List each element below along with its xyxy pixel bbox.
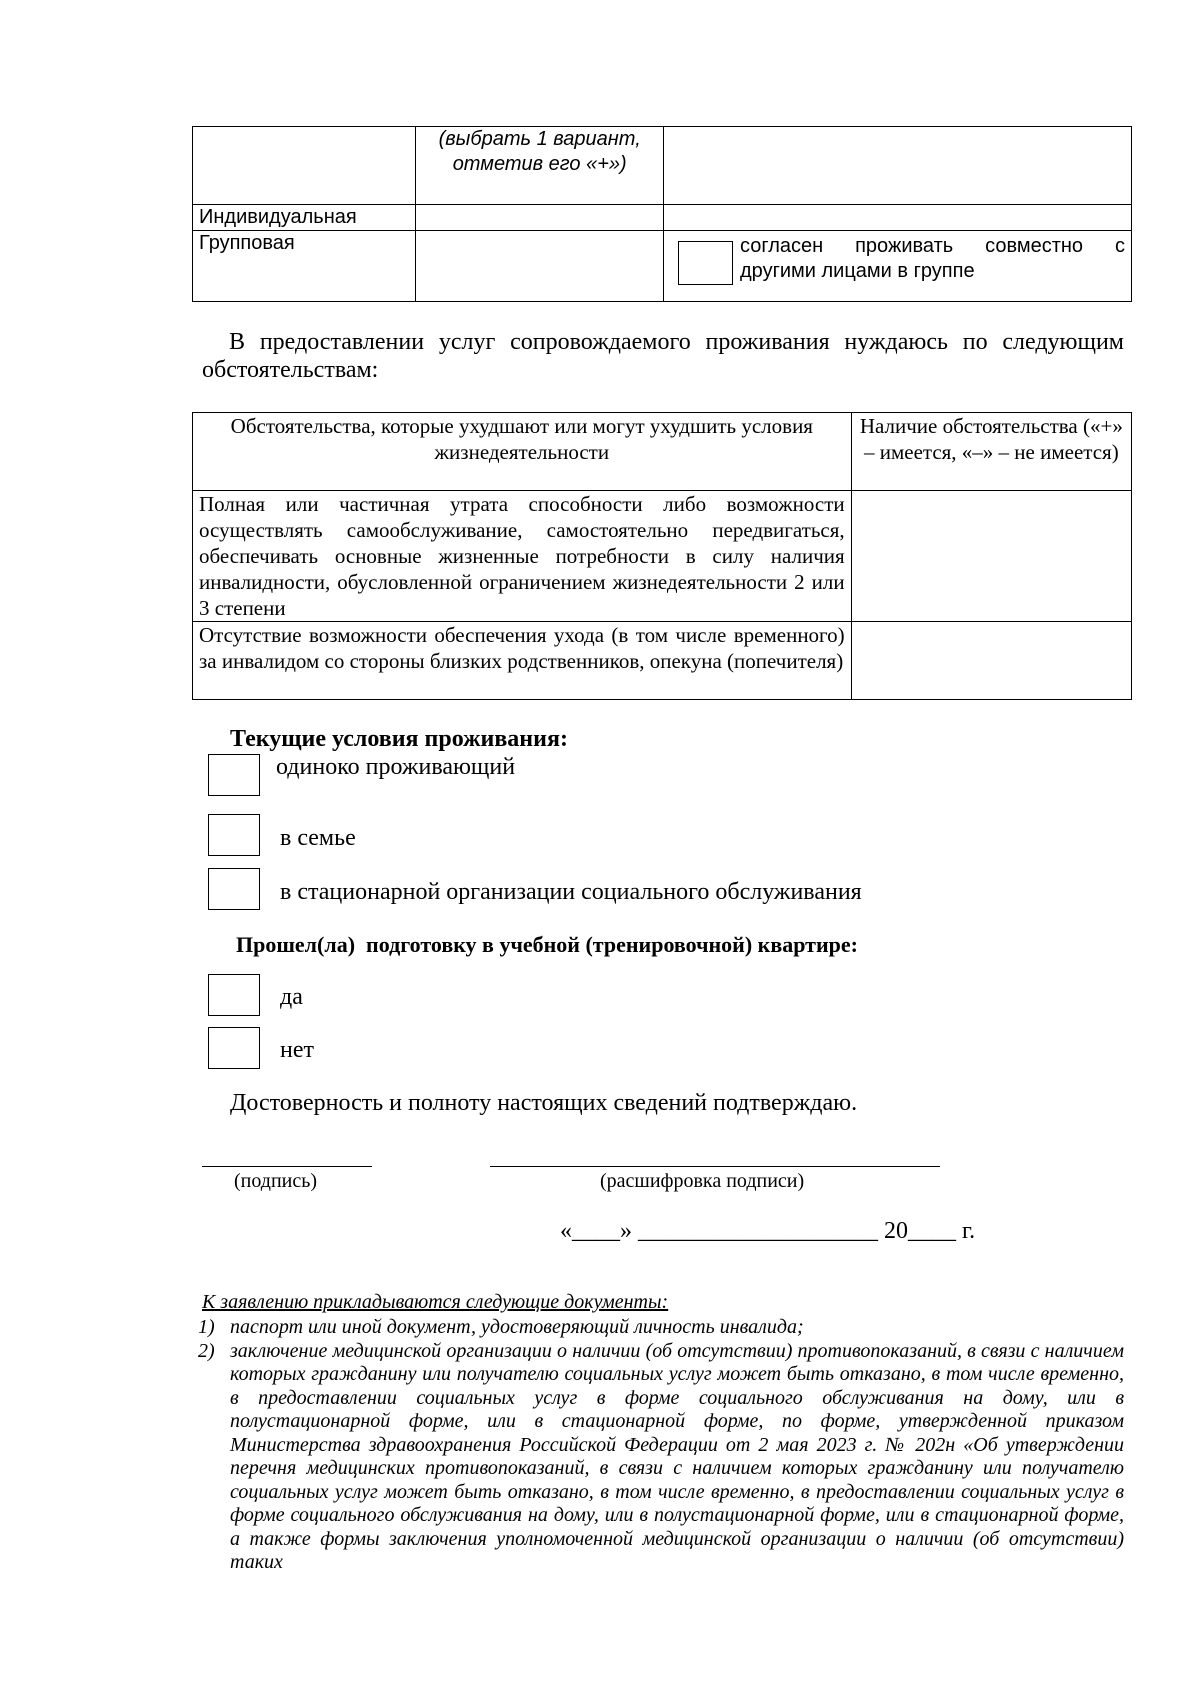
service-form-table — [192, 126, 1132, 302]
group-consent-checkbox[interactable] — [678, 241, 733, 285]
group-consent-note: согласен проживать совместно с другими лицами в группе — [740, 235, 1125, 282]
group-mark-cell[interactable] — [416, 231, 664, 302]
living-institution-label: в стационарной организации социального обслуживания — [280, 879, 862, 905]
circumstances-header: Обстоятельства, которые ухудшают или могут ухудшить условия жизнедеятельности — [193, 413, 852, 491]
circumstances-table — [192, 412, 1132, 700]
individual-mark-cell[interactable] — [416, 205, 664, 231]
circumstance-row-2: Отсутствие возможности обеспечения ухода (в том числе временного) за инвалидом со стороны близких родственников, опекуна (попечителя) — [193, 622, 852, 700]
empty-cell — [193, 127, 416, 205]
signature-decode-line[interactable] — [490, 1166, 940, 1167]
documents-list — [198, 1316, 1124, 1575]
living-alone-checkbox[interactable] — [208, 754, 260, 796]
group-note-cell — [664, 231, 1132, 302]
group-label: Групповая — [193, 231, 416, 302]
empty-cell — [664, 205, 1132, 231]
circumstance-row-1: Полная или частичная утрата способности либо возможности осуществлять самообслуживание, самостоятельно передвигаться, обеспечивать основные жизненные потребности в силу наличия инвалидности, обусловленной ограничением жизнедеятельности 2 или 3 степени — [193, 491, 852, 622]
living-family-checkbox[interactable] — [208, 814, 260, 856]
training-title: Прошел(ла) подготовку в учебной (тренировочной) квартире: — [236, 932, 858, 957]
documents-item — [198, 1316, 1124, 1340]
presence-cell-1[interactable] — [851, 491, 1131, 622]
signature-line[interactable] — [202, 1166, 372, 1167]
training-yes-checkbox[interactable] — [208, 974, 260, 1016]
presence-cell-2[interactable] — [851, 622, 1131, 700]
presence-header: Наличие обстоятельства («+» – имеется, «–» – не имеется) — [851, 413, 1131, 491]
documents-item — [198, 1340, 1124, 1575]
living-alone-label: одиноко проживающий — [276, 754, 516, 780]
individual-label: Индивидуальная — [193, 205, 416, 231]
date-line[interactable]: «____» ____________________ 20____ г. — [560, 1218, 976, 1244]
confirm-statement: Достоверность и полноту настоящих сведений подтверждаю. — [230, 1090, 858, 1116]
training-no-checkbox[interactable] — [208, 1027, 260, 1069]
documents-item-text: заключение медицинской организации о наличии (об отсутствии) противопоказаний, в связи с наличием которых гражданину или получателю социальных услуг может быть отказано, в том числе временно, в предоставлении социальных услуг в форме социального обслуживания на дому, или в полустационарной форме, или в стационарной форме, по форме, утвержденной приказом Министерства здравоохранения Российской Федерации от 2 мая 2023 г. № 202н «Об утверждении перечня медицинских противопоказаний, в связи с наличием которых гражданину или получателю социальных услуг может быть отказано, в том числе временно, в предоставлении социальных услуг в форме социального обслуживания на дому, или в полустационарной форме, или в стационарной форме, а также формы заключения уполномоченной медицинской организации о наличии (об отсутствии) таких — [230, 1339, 1124, 1573]
choose-hint: (выбрать 1 вариант, отметив его «+») — [416, 127, 664, 205]
signature-label: (подпись) — [234, 1170, 318, 1192]
signature-decode-label: (расшифровка подписи) — [600, 1170, 805, 1192]
documents-title: К заявлению прикладываются следующие документы: — [202, 1291, 669, 1313]
documents-item-text: паспорт или иной документ, удостоверяющий личность инвалида; — [230, 1316, 804, 1338]
living-title: Текущие условия проживания: — [230, 726, 568, 752]
training-no-label: нет — [280, 1037, 314, 1063]
living-family-label: в семье — [280, 825, 356, 851]
documents-item-number: 1) — [198, 1316, 215, 1338]
living-institution-checkbox[interactable] — [208, 868, 260, 910]
intro-paragraph: В предоставлении услуг сопровождаемого проживания нуждаюсь по следующим обстоятельствам: — [202, 329, 1124, 383]
documents-item-number: 2) — [198, 1339, 215, 1362]
empty-cell — [664, 127, 1132, 205]
training-yes-label: да — [280, 984, 303, 1010]
